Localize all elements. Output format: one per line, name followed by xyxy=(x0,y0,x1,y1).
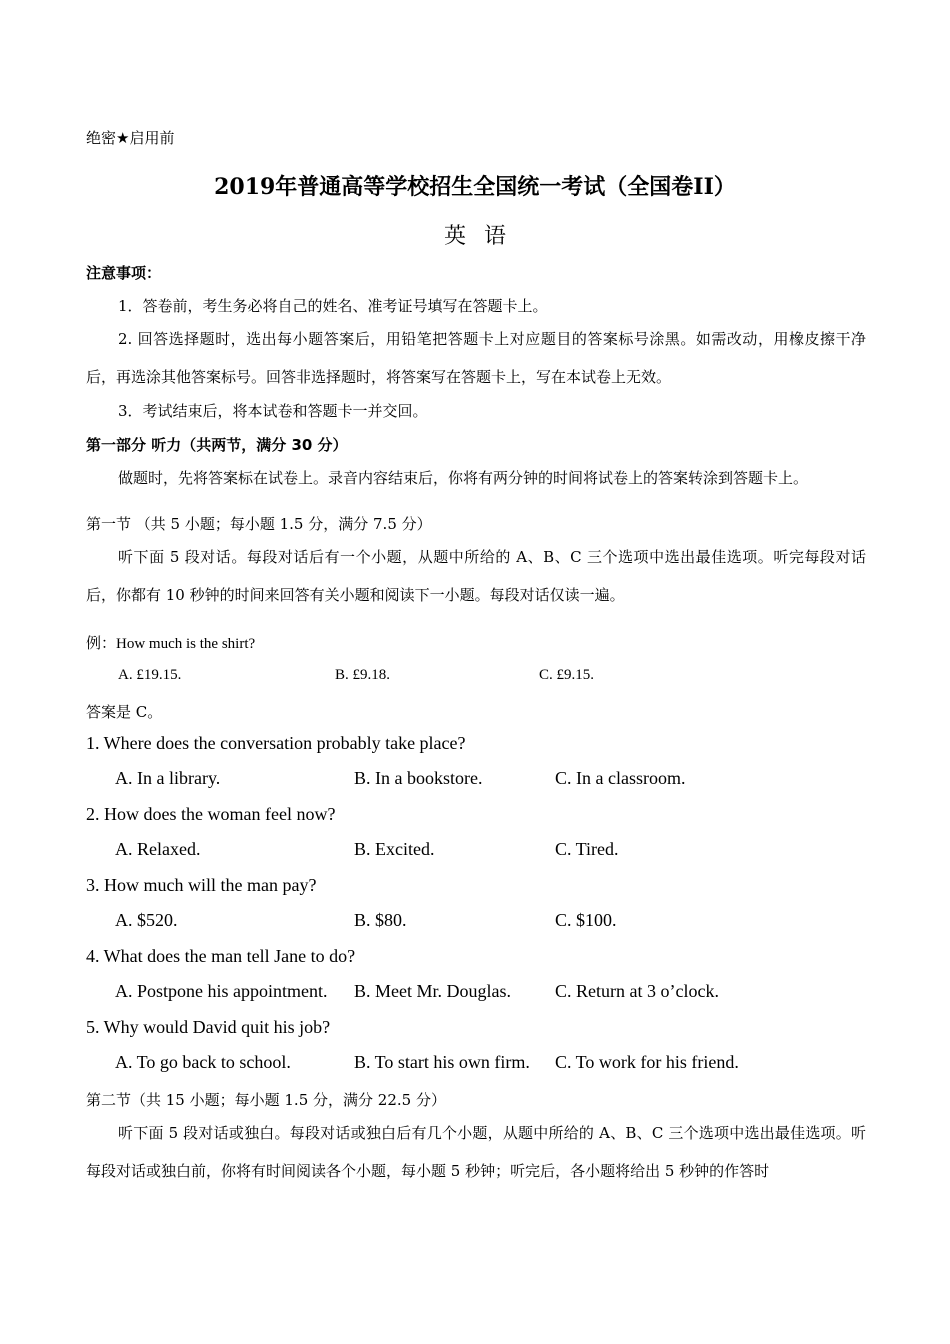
q5-option-a: A. To go back to school. xyxy=(115,1052,291,1072)
question-3: 3. How much will the man pay? xyxy=(86,875,317,895)
section1-heading: 第一节 （共 5 小题；每小题 1.5 分，满分 7.5 分） xyxy=(86,515,432,533)
subject-title: 英语 xyxy=(443,224,524,249)
q4-option-c: C. Return at 3 o’clock. xyxy=(555,981,719,1001)
note-item-1: 1．答卷前，考生务必将自己的姓名、准考证号填写在答题卡上。 xyxy=(118,297,548,315)
q5-option-b: B. To start his own firm. xyxy=(354,1052,530,1072)
section2-instruction: 听下面 5 段对话或独白。每段对话或独白后有几个小题，从题中所给的 A、B、C 三个选项中选出最佳选项。听每段对话或独白前，你将有时间阅读各个小题，每小题 5 秒钟；听完后，各小题将给出 5 秒钟的作答时 xyxy=(86,1124,866,1180)
q4-option-b: B. Meet Mr. Douglas. xyxy=(354,981,511,1001)
q3-option-b: B. $80. xyxy=(354,910,407,930)
q1-option-c: C. In a classroom. xyxy=(555,768,686,788)
exam-title: 2019年普通高等学校招生全国统一考试（全国卷II） xyxy=(214,174,736,200)
q3-option-a: A. $520. xyxy=(115,910,178,930)
q2-option-b: B. Excited. xyxy=(354,839,435,859)
section2-heading: 第二节（共 15 小题；每小题 1.5 分，满分 22.5 分） xyxy=(86,1091,446,1109)
question-5: 5. Why would David quit his job? xyxy=(86,1017,331,1037)
example-option-c: C. £9.15. xyxy=(539,667,595,683)
q2-option-a: A. Relaxed. xyxy=(115,839,201,859)
q3-option-c: C. $100. xyxy=(555,910,617,930)
question-1: 1. Where does the conversation probably take place? xyxy=(86,733,466,753)
secret-mark: 绝密★启用前 xyxy=(86,129,175,147)
question-4: 4. What does the man tell Jane to do? xyxy=(86,946,356,966)
example-question: 例：How much is the shirt? xyxy=(86,636,256,652)
q4-option-a: A. Postpone his appointment. xyxy=(115,981,328,1001)
example-option-a: A. £19.15. xyxy=(118,667,182,683)
example-option-b: B. £9.18. xyxy=(335,667,391,683)
question-2: 2. How does the woman feel now? xyxy=(86,804,336,824)
q1-option-a: A. In a library. xyxy=(115,768,221,788)
note-item-2: 2. 回答选择题时，选出每小题答案后，用铅笔把答题卡上对应题目的答案标号涂黑。如需改动，用橡皮擦干净后，再选涂其他答案标号。回答非选择题时，将答案写在答题卡上，写在本试卷上无效。 xyxy=(86,330,866,386)
example-answer: 答案是 C。 xyxy=(86,703,163,721)
q2-option-c: C. Tired. xyxy=(555,839,619,859)
section1-instruction: 听下面 5 段对话。每段对话后有一个小题，从题中所给的 A、B、C 三个选项中选出最佳选项。听完每段对话后，你都有 10 秒钟的时间来回答有关小题和阅读下一小题。每段对话仅读一遍。 xyxy=(86,548,866,604)
note-item-3: 3．考试结束后，将本试卷和答题卡一并交回。 xyxy=(118,402,428,420)
part1-instruction: 做题时，先将答案标在试卷上。录音内容结束后，你将有两分钟的时间将试卷上的答案转涂到答题卡上。 xyxy=(118,469,809,487)
notes-heading: 注意事项： xyxy=(86,264,162,282)
q5-option-c: C. To work for his friend. xyxy=(555,1052,739,1072)
q1-option-b: B. In a bookstore. xyxy=(354,768,483,788)
part1-heading: 第一部分 听力（共两节，满分 30 分） xyxy=(86,436,348,454)
